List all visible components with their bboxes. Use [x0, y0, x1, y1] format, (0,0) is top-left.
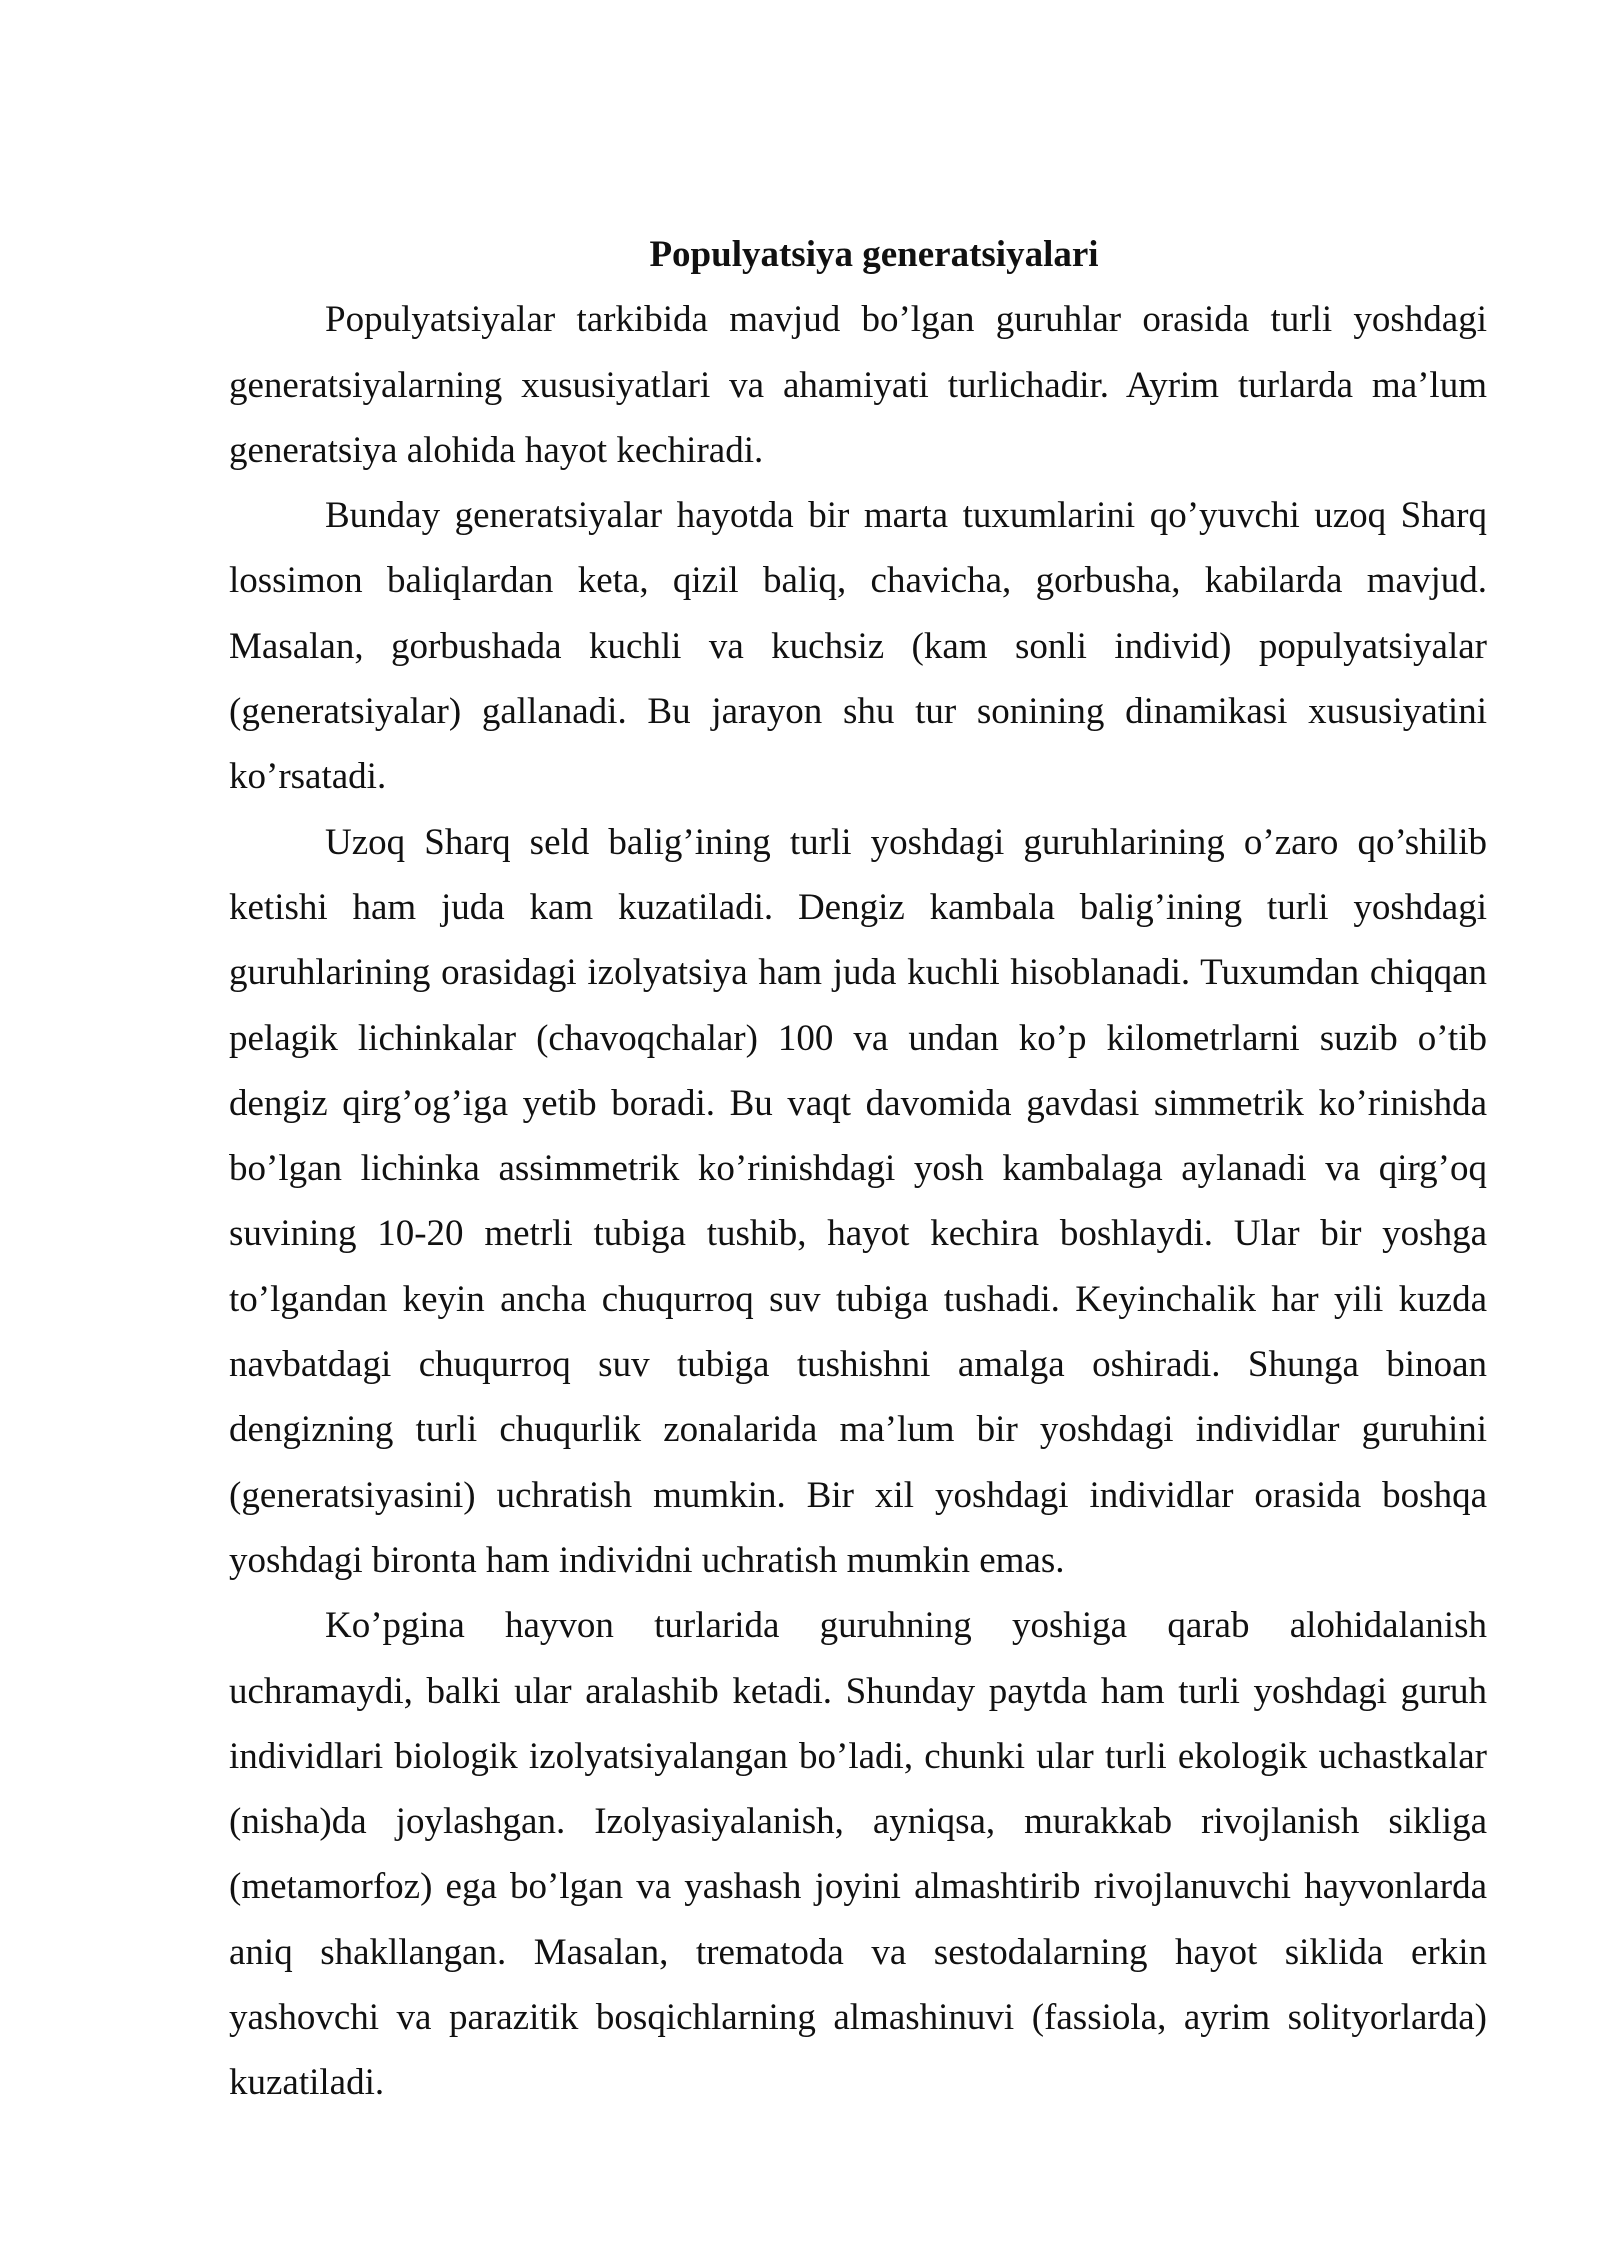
paragraph-1: Populyatsiyalar tarkibida mavjud bo’lgan guruhlar orasida turli yoshdagi generatsiyalarning xususiyatlari va ahamiyati turlichadir. Ayrim turlarda ma’lum generatsiya alohida hayot kechiradi.	[229, 299, 1487, 471]
document-body	[229, 222, 1487, 2116]
paragraph-3: Uzoq Sharq seld balig’ining turli yoshdagi guruhlarining o’zaro qo’shilib ketishi ham juda kam kuzatiladi. Dengiz kambala balig’ining turli yoshdagi guruhlarining orasidagi izolyatsiya ham juda kuchli hisoblanadi. Tuxumdan chiqqan pelagik lichinkalar (chavoqchalar) 100 va undan ko’p kilometrlarni suzib o’tib dengiz qirg’og’iga yetib boradi. Bu vaqt davomida gavdasi simmetrik ko’rinishda bo’lgan lichinka assimmetrik ko’rinishdagi yosh kambalaga aylanadi va qirg’oq suvining 10-20 metrli tubiga tushib, hayot kechira boshlaydi. Ular bir yoshga to’lgandan keyin ancha chuqurroq suv tubiga tushadi. Keyinchalik har yili kuzda navbatdagi chuqurroq suv tubiga tushishni amalga oshiradi. Shunga binoan dengizning turli chuqurlik zonalarida ma’lum bir yoshdagi individlar guruhini (generatsiyasini) uchratish mumkin. Bir xil yoshdagi individlar orasida boshqa yoshdagi bironta ham individni uchratish mumkin emas.	[229, 821, 1487, 1581]
paragraph-2: Bunday generatsiyalar hayotda bir marta tuxumlarini qo’yuvchi uzoq Sharq lossimon baliqlardan keta, qizil baliq, chavicha, gorbusha, kabilarda mavjud. Masalan, gorbushada kuchli va kuchsiz (kam sonli individ) populyatsiyalar (generatsiyalar) gallanadi. Bu jarayon shu tur sonining dinamikasi xususiyatini ko’rsatadi.	[229, 495, 1487, 798]
paragraph-4: Ko’pgina hayvon turlarida guruhning yoshiga qarab alohidalanish uchramaydi, balki ular aralashib ketadi. Shunday paytda ham turli yoshdagi guruh individlari biologik izolyatsiyalangan bo’ladi, chunki ular turli ekologik uchastkalar (nisha)da joylashgan. Izolyasiyalanish, ayniqsa, murakkab rivojlanish sikliga (metamorfoz) ega bo’lgan va yashash joyini almashtirib rivojlanuvchi hayvonlarda aniq shakllangan. Masalan, trematoda va sestodalarning hayot siklida erkin yashovchi va parazitik bosqichlarning almashinuvi (fassiola, ayrim solityorlarda) kuzatiladi.	[229, 1605, 1487, 2104]
document-title: Populyatsiya generatsiyalari	[649, 234, 1099, 275]
